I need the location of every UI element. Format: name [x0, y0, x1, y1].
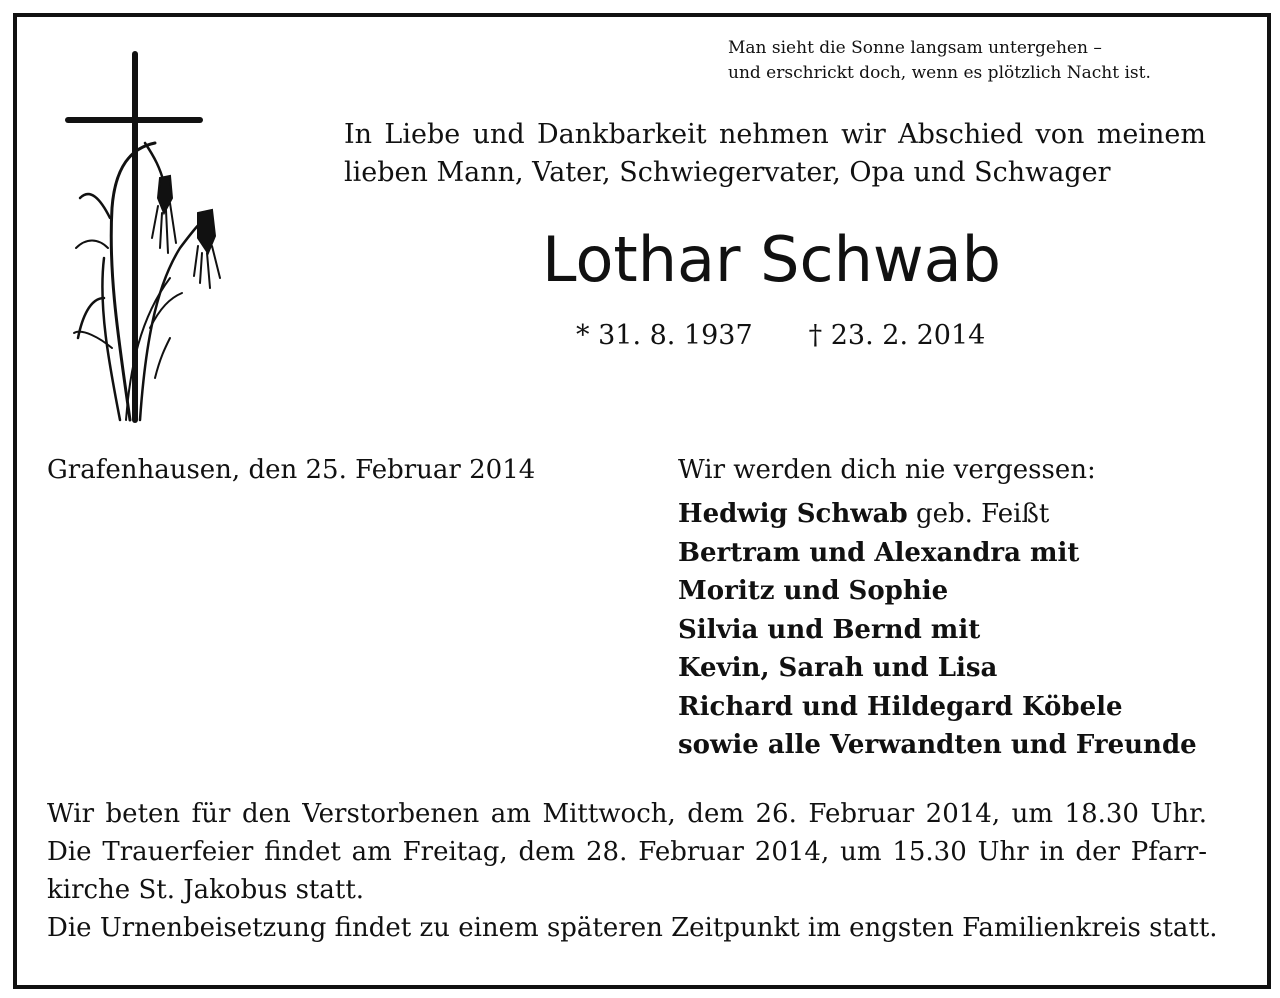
service-notice — [47, 795, 1218, 947]
life-dates — [576, 316, 985, 356]
motto — [728, 36, 1151, 86]
cross-with-wheat-icon — [60, 48, 230, 426]
deceased-name: Lothar Schwab — [542, 223, 1001, 296]
notice-line-2: Die Trauerfeier findet am Freitag, dem 28. Februar 2014, um 15.30 Uhr in der Pfarr- — [47, 837, 1207, 867]
mourner-line: Silvia und Bernd mit — [678, 614, 981, 645]
notice-line-1: Wir beten für den Verstorbenen am Mittwoch, dem 26. Februar 2014, um 18.30 Uhr. — [47, 799, 1207, 829]
mourner-wife — [678, 495, 1197, 534]
wife-maiden-name: geb. Feißt — [907, 499, 1050, 529]
wife-name: Hedwig Schwab — [678, 499, 908, 529]
farewell-line: Wir werden dich nie vergessen: — [678, 455, 1096, 485]
place-and-date: Grafenhausen, den 25. Februar 2014 — [47, 455, 536, 485]
mourner-line: sowie alle Verwandten und Freunde — [678, 730, 1197, 760]
mourner-line: Richard und Hildegard Köbele — [678, 691, 1123, 722]
mourner-line: Kevin, Sarah und Lisa — [678, 653, 998, 683]
intro-line-1: In Liebe und Dankbarkeit nehmen wir Abschied von meinem — [344, 119, 1206, 150]
intro-line-2: lieben Mann, Vater, Schwiegervater, Opa und Schwager — [344, 157, 1111, 188]
motto-line-2: und erschrickt doch, wenn es plötzlich Nacht ist. — [728, 63, 1151, 83]
mourner-line: Moritz und Sophie — [678, 576, 949, 606]
mourners-list — [678, 495, 1197, 765]
death-date: † 23. 2. 2014 — [808, 320, 986, 351]
intro-text — [344, 116, 1206, 192]
notice-line-3: kirche St. Jakobus statt. — [47, 875, 365, 905]
mourner-line: Bertram und Alexandra mit — [678, 537, 1080, 568]
notice-line-4: Die Urnenbeisetzung findet zu einem späteren Zeitpunkt im engsten Familienkreis statt. — [47, 913, 1218, 943]
motto-line-1: Man sieht die Sonne langsam untergehen – — [728, 38, 1102, 58]
birth-date: * 31. 8. 1937 — [576, 320, 753, 351]
